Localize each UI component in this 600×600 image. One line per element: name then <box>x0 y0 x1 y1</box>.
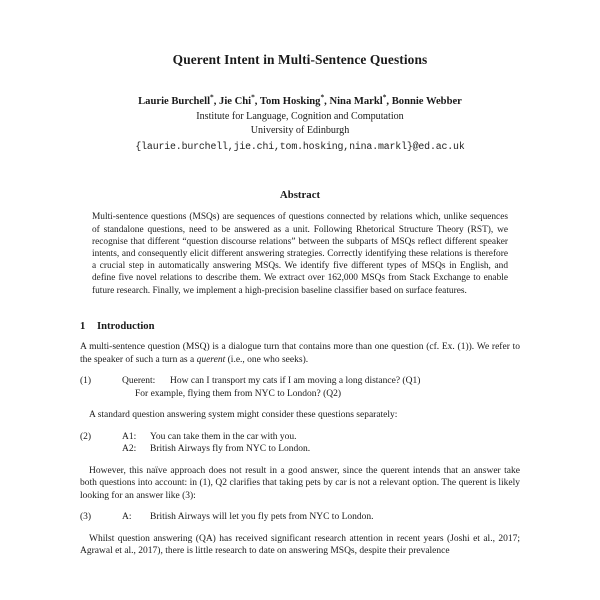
example-line <box>122 375 520 387</box>
example-line <box>122 388 520 400</box>
section-title: Introduction <box>97 320 155 332</box>
example-answer-label: A2: <box>122 444 137 455</box>
paragraph-definition <box>80 341 520 366</box>
author-name: Laurie Burchell <box>138 96 211 108</box>
paragraph-naive-approach: However, this naïve approach does not result in a good answer, since the querent intends that an answer take both questions into account: in (1), Q2 clarifies that taking pets by car is not a relevant option. The querent is likely looking for an answer like (3): <box>80 465 520 501</box>
author-name: Nina Markl <box>329 96 383 108</box>
example-line-text: British Airways will let you fly pets from NYC to London. <box>150 512 374 523</box>
author-name: Bonnie Webber <box>391 96 462 108</box>
affiliation-university: University of Edinburgh <box>250 125 350 137</box>
section-number: 1 <box>80 320 86 332</box>
example-line-text: You can take them in the car with you. <box>150 431 297 442</box>
example-line-text: British Airways fly from NYC to London. <box>150 444 311 455</box>
example-line <box>122 511 520 523</box>
paragraph-standard-qa: A standard question answering system might consider these questions separately: <box>89 410 398 421</box>
example-line-text: How can I transport my cats if I am moving a long distance? (Q1) <box>170 376 421 387</box>
example-body <box>122 375 520 400</box>
abstract-heading: Abstract <box>279 189 321 202</box>
section-heading-introduction <box>80 321 520 334</box>
example-2 <box>80 431 520 456</box>
example-line-text: For example, flying them from NYC to London? (Q2) <box>135 388 342 399</box>
abstract-section <box>0 189 600 296</box>
author-footnote-mark: * <box>251 92 255 102</box>
body-content <box>0 321 600 558</box>
example-line <box>122 431 520 443</box>
paragraph-text-b: (i.e., one who seeks). <box>225 354 309 365</box>
page-title: Querent Intent in Multi-Sentence Questions <box>172 52 428 67</box>
example-number: (3) <box>80 512 92 523</box>
example-number: (1) <box>80 376 92 387</box>
author-emails: {laurie.burchell,jie.chi,tom.hosking,nina.markl}@ed.ac.uk <box>135 141 465 153</box>
author-name: Tom Hosking <box>259 96 321 108</box>
abstract-text: Multi-sentence questions (MSQs) are sequences of questions connected by relations which, unlike sequences of standalone questions, need to be answered as a unit. Following Rhetorical Structure Theory (RST), we recognise that different “question discourse relations” between the subparts of MSQs reflect different speaker intents, and consequently elicit different answering strategies. Correctly identifying these relations is therefore a crucial step in automatically answering MSQs. We identify five different types of MSQs in English, and define five novel relations to describe them. We extract over 162,000 MSQs from Stack Exchange to enable future research. Finally, we implement a high-precision baseline classifier based on surface features. <box>92 212 508 296</box>
author-footnote-mark: * <box>320 92 325 102</box>
author-footnote-mark: * <box>382 92 387 102</box>
example-body <box>122 431 520 456</box>
example-answer-label: A: <box>122 512 132 523</box>
author-name: Jie Chi <box>219 96 252 108</box>
author-block <box>0 92 600 153</box>
example-line <box>122 443 520 455</box>
example-answer-label: A1: <box>122 431 137 442</box>
example-number: (2) <box>80 431 92 442</box>
example-3 <box>80 511 520 523</box>
affiliation-institute: Institute for Language, Cognition and Computation <box>196 110 404 122</box>
italic-term-querent: querent <box>196 354 226 365</box>
example-speaker-label: Querent: <box>122 376 156 387</box>
example-1 <box>80 375 520 400</box>
author-list: Laurie Burchell*, Jie Chi*, Tom Hosking*, Nina Markl*, Bonnie Webber <box>138 92 462 108</box>
example-body <box>122 511 520 523</box>
paragraph-related-work: Whilst question answering (QA) has received significant research attention in recent years (Joshi et al., 2017; Agrawal et al., 2017), there is little research to date on answering MSQs, despite their prevalence <box>80 533 520 557</box>
author-footnote-mark: * <box>210 92 214 102</box>
title-block <box>0 0 600 68</box>
paragraph-text-a: A multi-sentence question (MSQ) is a dialogue turn that contains more than one question (cf. Ex. (1)). We refer to the speaker of such a turn as a <box>80 342 520 365</box>
